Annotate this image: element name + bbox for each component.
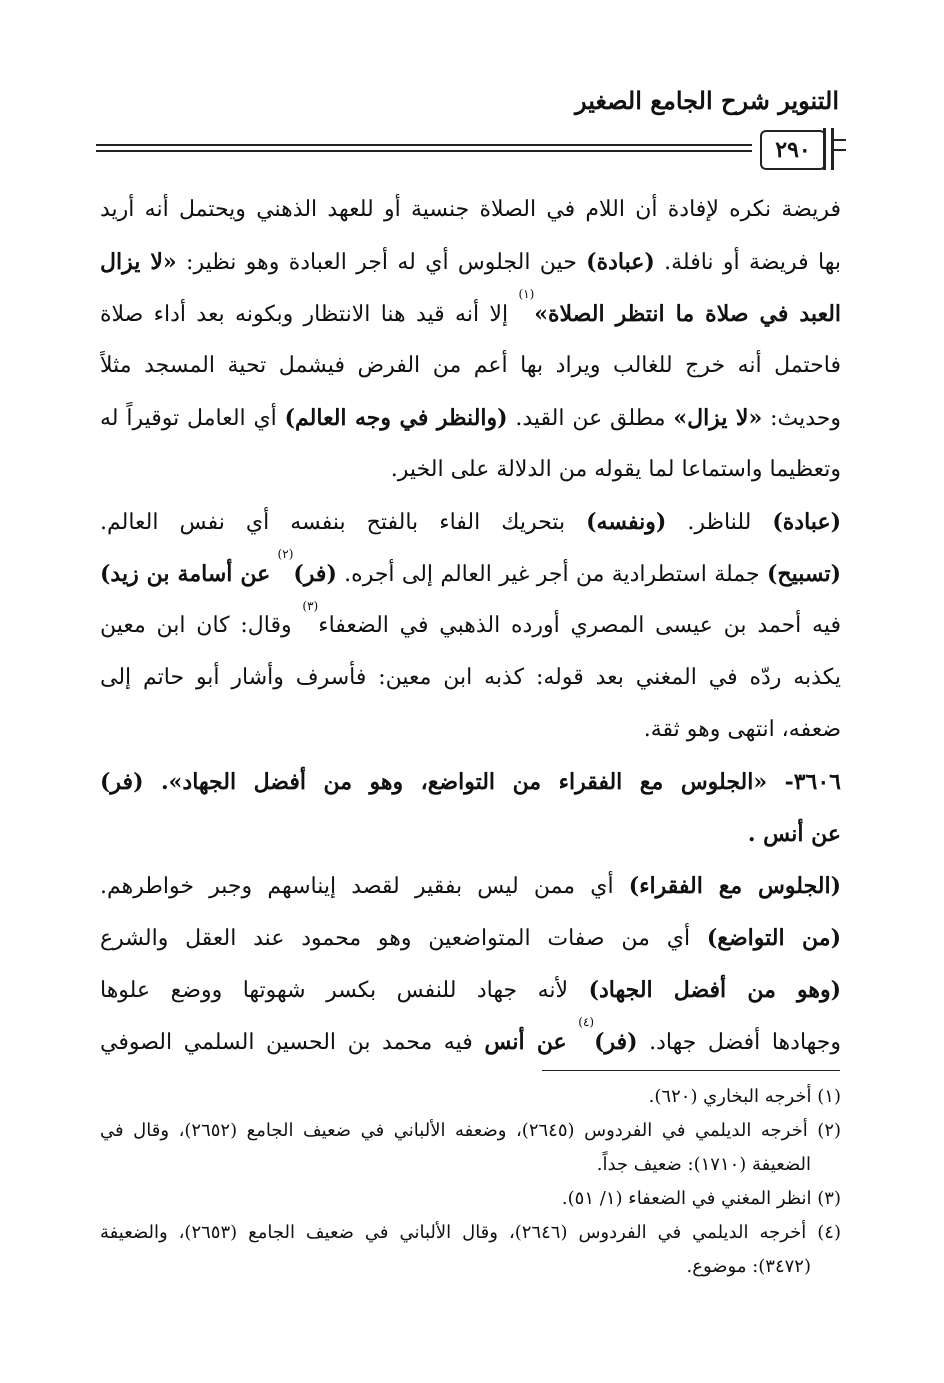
text-line: (عبادة) للناظر. (ونفسه) بتحريك الفاء بالفتح بنفسه أي نفس العالم. — [100, 509, 841, 535]
main-text — [100, 184, 841, 1068]
text-line: فيه أحمد بن عيسى المصري أورده الذهبي في الضعفاء$^{(٣)}$ وقال: كان ابن معين — [100, 600, 841, 638]
footnote-marker: (٣) — [302, 600, 319, 613]
text-line: وحديث: «لا يزال» مطلق عن القيد. (والنظر في وجه العالم) أي العامل توقيراً له — [100, 405, 841, 431]
page-number: ٢٩٠ — [760, 130, 826, 170]
footnotes — [100, 1080, 841, 1284]
bold-phrase: (فر) — [594, 1029, 638, 1055]
footnote-line: (٣) انظر المغني في الضعفاء (١/ ٥١). — [561, 1188, 841, 1209]
text-line: بها فريضة أو نافلة. (عبادة) حين الجلوس أي له أجر العبادة وهو نظير: «لا يزال — [100, 249, 841, 275]
hadith-heading-line — [100, 808, 841, 860]
hadith-heading-line — [100, 756, 841, 808]
bold-phrase: «لا يزال — [100, 249, 177, 275]
bold-phrase: العبد في صلاة ما انتظر الصلاة» — [534, 301, 841, 327]
text-line: ضعفه، انتهى وهو ثقة. — [643, 717, 841, 742]
bold-phrase: (وهو من أفضل الجهاد) — [588, 977, 841, 1003]
bold-phrase: (الجلوس مع الفقراء) — [628, 873, 841, 899]
footnote-line: (١) أخرجه البخاري (٦٢٠). — [648, 1086, 841, 1107]
text-line: (من التواضع) أي من صفات المتواضعين وهو محمود عند العقل والشرع — [100, 925, 841, 951]
bold-phrase: (عبادة) — [586, 249, 655, 275]
text-line: (الجلوس مع الفقراء) أي ممن ليس بفقير لقصد إيناسهم وجبر خواطرهم. — [100, 873, 841, 899]
bold-phrase: «لا يزال» — [673, 405, 763, 431]
bold-phrase: عن أنس . — [747, 821, 841, 847]
bold-phrase: (ونفسه) — [586, 509, 667, 535]
text-line: يكذبه ردّه في المغني بعد قوله: كذبه ابن معين: فأسرف وأشار أبو حاتم إلى — [100, 665, 841, 690]
text-line: وجهادها أفضل جهاد. (فر)$^{(٤)}$ عن أنس فيه محمد بن الحسين السلمي الصوفي — [100, 1016, 841, 1055]
footnote-line: الضعيفة (١٧١٠): ضعيف جداً. — [596, 1154, 811, 1175]
bold-phrase: (من التواضع) — [706, 925, 841, 951]
text-line: فاحتمل أنه خرج للغالب ويراد بها أعم من الفرض فيشمل تحية المسجد مثلاً — [100, 353, 841, 378]
footnote-line: (٣٤٧٢): موضوع. — [686, 1256, 811, 1277]
bold-phrase: (فر) — [293, 561, 337, 587]
footnote-separator — [542, 1070, 840, 1071]
bold-phrase: عن أسامة بن زيد) — [100, 561, 271, 587]
text-line: العبد في صلاة ما انتظر الصلاة»$^{(١)}$ إلا أنه قيد هنا الانتظار وبكونه بعد أداء صلاة — [100, 288, 841, 327]
footnote-marker: (١) — [518, 288, 535, 301]
footnote-line: (٤) أخرجه الديلمي في الفردوس (٢٦٤٦)، وقال الألباني في ضعيف الجامع (٢٦٥٣)، والضعيفة — [100, 1222, 841, 1243]
text-line: (تسبيح) جملة استطرادية من أجر غير العالم إلى أجره. (فر)$^{(٢)}$ عن أسامة بن زيد) — [100, 548, 841, 587]
header-rule-bottom — [96, 150, 752, 152]
ornament-mark — [832, 139, 846, 151]
text-line: فريضة نكره لإفادة أن اللام في الصلاة جنسية أو للعهد الذهني ويحتمل أنه أريد — [100, 197, 841, 222]
text-line: (وهو من أفضل الجهاد) لأنه جهاد للنفس بكسر شهوتها ووضع علوها — [100, 977, 841, 1003]
footnote-marker: (٤) — [578, 1016, 595, 1029]
text-line: وتعظيما واستماعا لما يقوله من الدلالة على الخير. — [390, 457, 841, 482]
running-title: التنوير شرح الجامع الصغير — [575, 86, 839, 115]
bold-phrase: (والنظر في وجه العالم) — [284, 405, 508, 431]
bold-phrase: (تسبيح) — [766, 561, 841, 587]
bold-phrase: (عبادة) — [772, 509, 841, 535]
header-rule-top — [96, 144, 752, 146]
footnote-line: (٢) أخرجه الديلمي في الفردوس (٢٦٤٥)، وضعفه الألباني في ضعيف الجامع (٢٦٥٢)، وقال في — [100, 1120, 841, 1141]
bold-phrase: عن أنس — [484, 1029, 567, 1055]
bold-phrase: ٣٦٠٦- «الجلوس مع الفقراء من التواضع، وهو من أفضل الجهاد». (فر) — [100, 769, 841, 795]
footnote-marker: (٢) — [277, 548, 294, 561]
